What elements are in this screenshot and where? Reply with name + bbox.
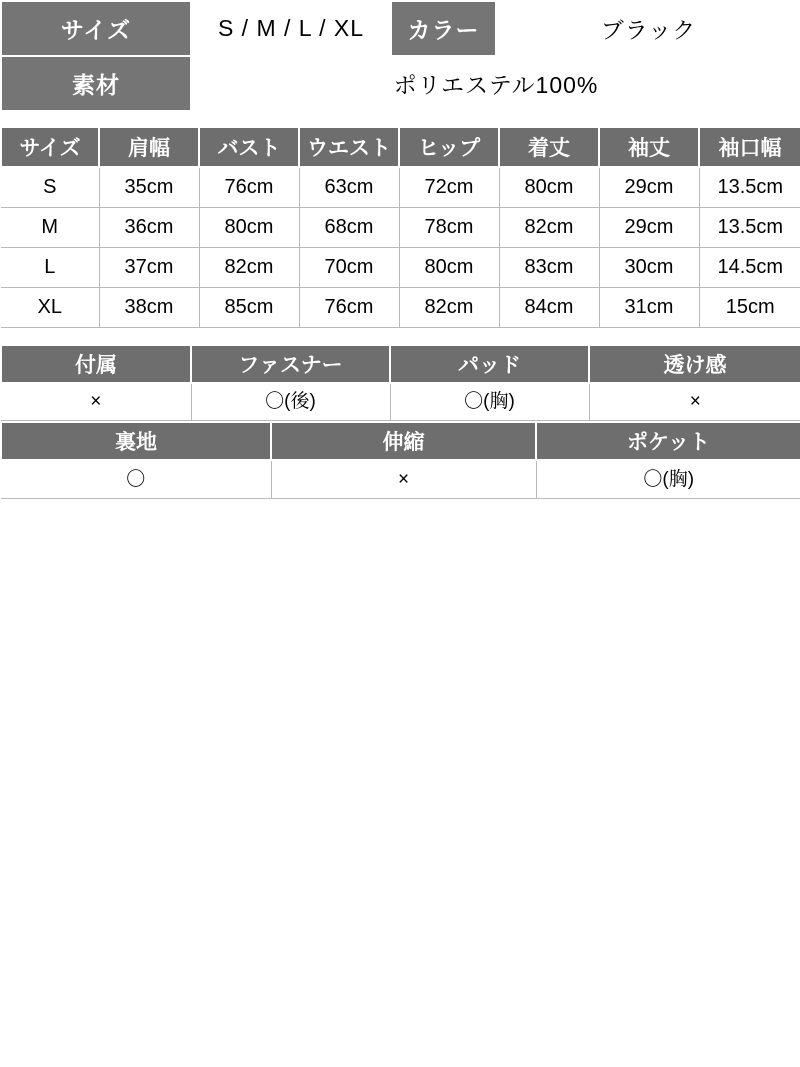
col-header-size: サイズ xyxy=(1,127,99,167)
cell-waist: 70cm xyxy=(299,247,399,287)
feature-value-pocket: 〇(胸) xyxy=(536,460,800,498)
cell-size: S xyxy=(1,167,99,207)
cell-shoulder: 37cm xyxy=(99,247,199,287)
cell-size: XL xyxy=(1,287,99,327)
feature-value-sheerness: × xyxy=(589,383,800,421)
table-row xyxy=(1,167,800,207)
features-table-b xyxy=(0,421,800,499)
feature-value-lining: 〇 xyxy=(1,460,271,498)
spec-label-color: カラー xyxy=(391,1,496,56)
col-header-bust: バスト xyxy=(199,127,299,167)
col-header-waist: ウエスト xyxy=(299,127,399,167)
feature-value-stretch: × xyxy=(271,460,536,498)
feature-header-stretch: 伸縮 xyxy=(271,422,536,460)
cell-length: 82cm xyxy=(499,207,599,247)
feature-header-pocket: ポケット xyxy=(536,422,800,460)
cell-shoulder: 38cm xyxy=(99,287,199,327)
cell-hip: 82cm xyxy=(399,287,499,327)
cell-bust: 82cm xyxy=(199,247,299,287)
cell-bust: 80cm xyxy=(199,207,299,247)
spec-value-size: S / M / L / XL xyxy=(191,1,391,56)
table-row xyxy=(1,247,800,287)
cell-sleeve-length: 30cm xyxy=(599,247,699,287)
spec-value-material: ポリエステル100% xyxy=(191,56,800,111)
feature-value-zipper: 〇(後) xyxy=(191,383,390,421)
cell-cuff-width: 13.5cm xyxy=(699,167,800,207)
cell-hip: 72cm xyxy=(399,167,499,207)
cell-hip: 78cm xyxy=(399,207,499,247)
cell-waist: 68cm xyxy=(299,207,399,247)
table-row xyxy=(1,1,800,56)
cell-hip: 80cm xyxy=(399,247,499,287)
cell-cuff-width: 15cm xyxy=(699,287,800,327)
cell-sleeve-length: 29cm xyxy=(599,167,699,207)
cell-bust: 76cm xyxy=(199,167,299,207)
cell-size: M xyxy=(1,207,99,247)
table-row xyxy=(1,345,800,383)
feature-value-pad: 〇(胸) xyxy=(390,383,589,421)
cell-sleeve-length: 29cm xyxy=(599,207,699,247)
cell-shoulder: 35cm xyxy=(99,167,199,207)
spec-label-size: サイズ xyxy=(1,1,191,56)
col-header-hip: ヒップ xyxy=(399,127,499,167)
table-row xyxy=(1,383,800,421)
feature-header-zipper: ファスナー xyxy=(191,345,390,383)
table-row xyxy=(1,287,800,327)
table-row xyxy=(1,422,800,460)
col-header-sleeve-length: 袖丈 xyxy=(599,127,699,167)
cell-cuff-width: 14.5cm xyxy=(699,247,800,287)
table-row xyxy=(1,460,800,498)
table-row xyxy=(1,207,800,247)
spec-value-color: ブラック xyxy=(496,1,800,56)
measurement-table xyxy=(0,126,800,328)
cell-waist: 76cm xyxy=(299,287,399,327)
feature-header-lining: 裏地 xyxy=(1,422,271,460)
feature-header-attachment: 付属 xyxy=(1,345,191,383)
spec-label-material: 素材 xyxy=(1,56,191,111)
cell-sleeve-length: 31cm xyxy=(599,287,699,327)
cell-length: 83cm xyxy=(499,247,599,287)
feature-header-pad: パッド xyxy=(390,345,589,383)
cell-shoulder: 36cm xyxy=(99,207,199,247)
cell-length: 80cm xyxy=(499,167,599,207)
features-table-a xyxy=(0,344,800,422)
cell-bust: 85cm xyxy=(199,287,299,327)
col-header-length: 着丈 xyxy=(499,127,599,167)
col-header-cuff-width: 袖口幅 xyxy=(699,127,800,167)
cell-waist: 63cm xyxy=(299,167,399,207)
table-row xyxy=(1,56,800,111)
spec-table xyxy=(0,0,800,112)
measurement-header-row xyxy=(1,127,800,167)
cell-length: 84cm xyxy=(499,287,599,327)
cell-cuff-width: 13.5cm xyxy=(699,207,800,247)
cell-size: L xyxy=(1,247,99,287)
col-header-shoulder: 肩幅 xyxy=(99,127,199,167)
feature-value-attachment: × xyxy=(1,383,191,421)
feature-header-sheerness: 透け感 xyxy=(589,345,800,383)
